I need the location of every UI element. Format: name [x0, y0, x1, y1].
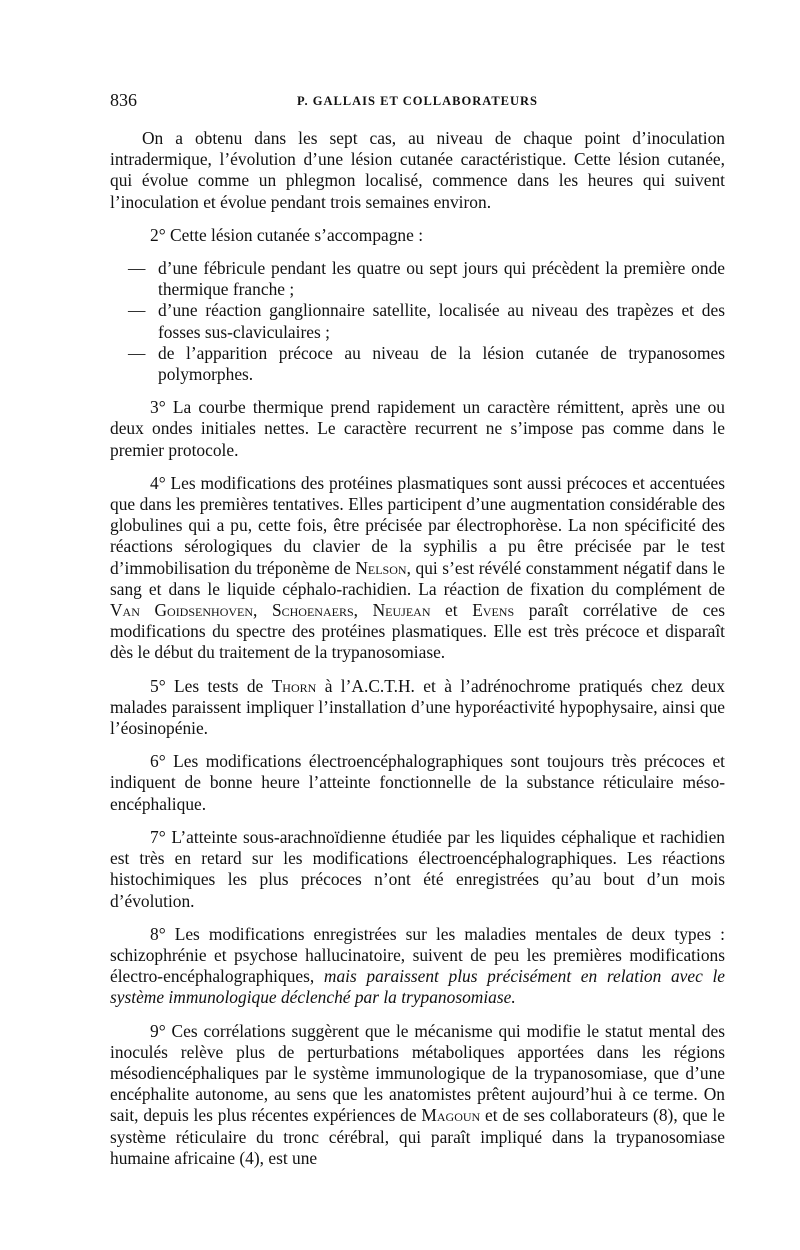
- text-run: 4° Les modifications des protéines plasmatiques sont aussi précoces et accentuées que dans les premières tentatives. Elles participent d’une augmentation considérable des globulines qui a pu, cette fois, être précisée par électrophorèse. La non spécificité des réactions sérologiques du clavier de la syphilis a pu être précisée par le test d’immobilisation du tréponème de: [110, 472, 725, 578]
- text-run: 8° Les modifications enregistrées sur les maladies mentales de deux types : schizophrénie et psychose hallucinatoire, suivent de peu les premières modifications électro-encéphalographiques,: [110, 923, 725, 987]
- text-run: 9° Ces corrélations suggèrent que le mécanisme qui modifie le statut mental des inoculés relève plus de perturbations métaboliques apportées dans les régions mésodiencéphaliques par le système immunologique de la trypanosomiase, que d’une encéphalite autonome, au sens que les anatomistes prêtent aujourd’hui à ce terme. On sait, depuis les plus récentes expériences de: [110, 1020, 725, 1126]
- paragraph-5: [110, 676, 725, 740]
- paragraph-9: [110, 1021, 725, 1169]
- list-item: [110, 300, 725, 342]
- dash-bullet: —: [128, 300, 146, 321]
- page-number: 836: [110, 90, 137, 110]
- list-item-text: d’une fébricule pendant les quatre ou sept jours qui précèdent la première onde thermique franche ;: [158, 258, 725, 300]
- list-item: [110, 343, 725, 385]
- paragraph-8: [110, 924, 725, 1009]
- paragraph-1: On a obtenu dans les sept cas, au niveau de chaque point d’inoculation intradermique, l’évolution d’une lésion cutanée caractéristique. Cette lésion cutanée, qui évolue comme un phlegmon localisé, commence dans les heures qui suivent l’inoculation et évolue pendant trois semaines environ.: [110, 128, 725, 212]
- author-name: Van Goidsenhoven: [110, 600, 254, 621]
- page: [110, 80, 725, 1181]
- paragraph-6: 6° Les modifications électroencéphalographiques sont toujours très précoces et indiquent de bonne heure l’atteinte fonctionnelle de la substance réticulaire méso-encéphalique.: [110, 751, 725, 814]
- list-item: [110, 258, 725, 300]
- text-run: ,: [253, 600, 272, 621]
- author-name: Thorn: [271, 675, 317, 696]
- text-run: , qui s’est révélé constamment négatif dans le sang et dans le liquide céphalo-rachidien. La réaction de fixation du complément de: [110, 557, 725, 599]
- list-item-text: de l’apparition précoce au niveau de la lésion cutanée de trypanosomes polymorphes.: [158, 342, 725, 385]
- italic-emphasis: mais paraissent plus précisément en relation avec le système immunologique déclenché par la trypanosomiase.: [110, 966, 725, 1008]
- body-text: [110, 128, 725, 1169]
- author-name: Nelson: [355, 557, 407, 578]
- text-run: 5° Les tests de: [150, 675, 272, 696]
- list-item-text: d’une réaction ganglionnaire satellite, localisée au niveau des trapèzes et des fosses sus-claviculaires ;: [158, 300, 725, 342]
- symptom-list: [110, 258, 725, 385]
- author-name: Neujean: [372, 600, 431, 621]
- author-name: Schoenaers: [271, 600, 354, 621]
- running-head: P. GALLAIS ET COLLABORATEURS: [296, 94, 539, 108]
- dash-bullet: —: [128, 342, 146, 363]
- author-name: Evens: [472, 600, 515, 621]
- text-run: et de ses collaborateurs (8), que le système réticulaire du tronc cérébral, qui paraît impliqué dans la trypanosomiase humaine africaine (4), est une: [110, 1105, 725, 1168]
- paragraph-3: 3° La courbe thermique prend rapidement un caractère rémittent, après une ou deux ondes initiales nettes. Le caractère recurrent ne s’impose pas comme dans le premier protocole.: [110, 397, 725, 460]
- paragraph-4: [110, 473, 725, 664]
- page-header: [110, 80, 725, 110]
- text-run: ,: [353, 600, 373, 621]
- text-run: et: [430, 600, 473, 621]
- text-run: à l’A.C.T.H. et à l’adrénochrome pratiqués chez deux malades paraissent impliquer l’installation d’une hyporéactivité hypophysaire, ainsi que l’éosinopénie.: [110, 675, 725, 739]
- paragraph-7: 7° L’atteinte sous-arachnoïdienne étudiée par les liquides céphalique et rachidien est très en retard sur les modifications électroencéphalographiques. Les réactions histochimiques les plus précoces n’ont été enregistrées qu’au bout d’un mois d’évolution.: [110, 826, 725, 911]
- dash-bullet: —: [128, 258, 146, 279]
- paragraph-2-intro: 2° Cette lésion cutanée s’accompagne :: [150, 224, 424, 245]
- text-run: paraît corrélative de ces modifications du spectre des protéines plasmatiques. Elle est très précoce et disparaît dès le début du traitement de la trypanosomiase.: [110, 600, 726, 663]
- author-name: Magoun: [421, 1105, 481, 1126]
